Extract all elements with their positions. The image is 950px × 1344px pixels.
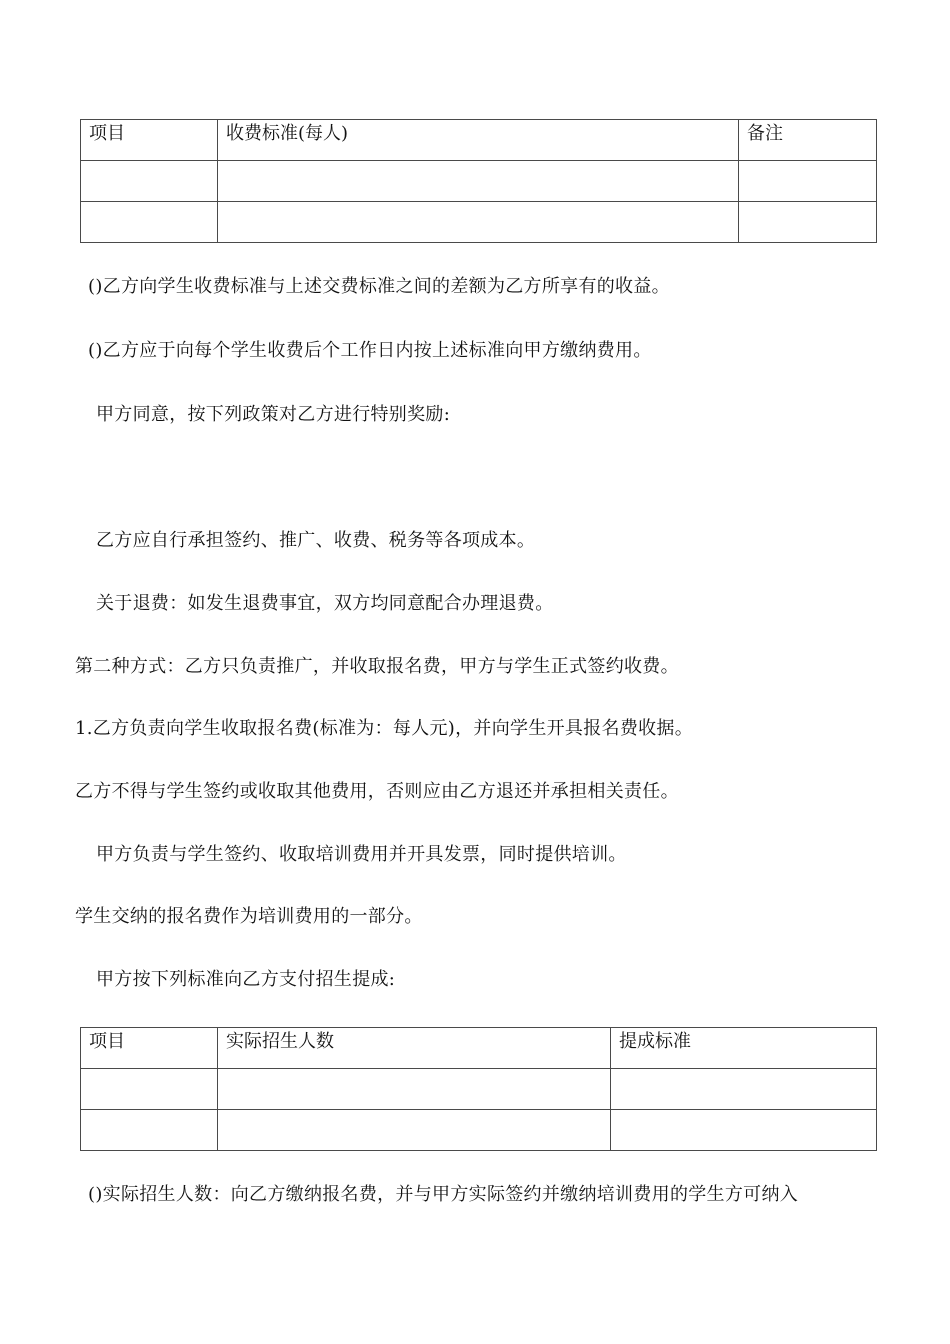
paragraph-special-reward: 甲方同意，按下列政策对乙方进行特别奖励: bbox=[96, 404, 451, 425]
table-cell bbox=[218, 202, 739, 243]
table-row bbox=[81, 202, 877, 243]
fee-standard-table bbox=[80, 119, 877, 243]
table-cell bbox=[611, 1110, 877, 1151]
table-cell bbox=[81, 161, 218, 202]
paragraph-cost-bearing: 乙方应自行承担签约、推广、收费、税务等各项成本。 bbox=[96, 530, 536, 551]
table-header-cell: 项目 bbox=[81, 120, 218, 161]
paragraph-registration-fee: 1.乙方负责向学生收取报名费(标准为：每人元)，并向学生开具报名费收据。 bbox=[75, 718, 694, 739]
table-row bbox=[81, 1110, 877, 1151]
table-cell bbox=[81, 1069, 218, 1110]
table-cell bbox=[81, 1110, 218, 1151]
paragraph-commission-intro: 甲方按下列标准向乙方支付招生提成: bbox=[96, 969, 396, 990]
table-cell bbox=[739, 161, 877, 202]
table-header-cell: 提成标准 bbox=[611, 1028, 877, 1069]
table-row bbox=[81, 1069, 877, 1110]
paragraph-prohibition: 乙方不得与学生签约或收取其他费用，否则应由乙方退还并承担相关责任。 bbox=[75, 781, 679, 802]
table-cell bbox=[218, 161, 739, 202]
table-header-cell: 项目 bbox=[81, 1028, 218, 1069]
table-header-cell: 收费标准(每人) bbox=[218, 120, 739, 161]
table-header-row bbox=[81, 120, 877, 161]
paragraph-actual-enrollment: ()实际招生人数：向乙方缴纳报名费，并与甲方实际签约并缴纳培训费用的学生方可纳入 bbox=[88, 1184, 799, 1205]
table-cell bbox=[739, 202, 877, 243]
paragraph-fee-inclusion: 学生交纳的报名费作为培训费用的一部分。 bbox=[75, 906, 423, 927]
paragraph-party-a-duties: 甲方负责与学生签约、收取培训费用并开具发票，同时提供培训。 bbox=[96, 844, 627, 865]
table-cell bbox=[218, 1110, 611, 1151]
table-row bbox=[81, 161, 877, 202]
table-cell bbox=[611, 1069, 877, 1110]
table-header-row bbox=[81, 1028, 877, 1069]
table-cell bbox=[218, 1069, 611, 1110]
table-cell bbox=[81, 202, 218, 243]
paragraph-payment-deadline: ()乙方应于向每个学生收费后个工作日内按上述标准向甲方缴纳费用。 bbox=[88, 340, 652, 361]
table-header-cell: 备注 bbox=[739, 120, 877, 161]
paragraph-refund: 关于退费：如发生退费事宜，双方均同意配合办理退费。 bbox=[96, 593, 554, 614]
paragraph-fee-difference: ()乙方向学生收费标准与上述交费标准之间的差额为乙方所享有的收益。 bbox=[88, 276, 670, 297]
paragraph-second-method: 第二种方式：乙方只负责推广，并收取报名费，甲方与学生正式签约收费。 bbox=[75, 656, 679, 677]
table-header-cell: 实际招生人数 bbox=[218, 1028, 611, 1069]
commission-table bbox=[80, 1027, 877, 1151]
